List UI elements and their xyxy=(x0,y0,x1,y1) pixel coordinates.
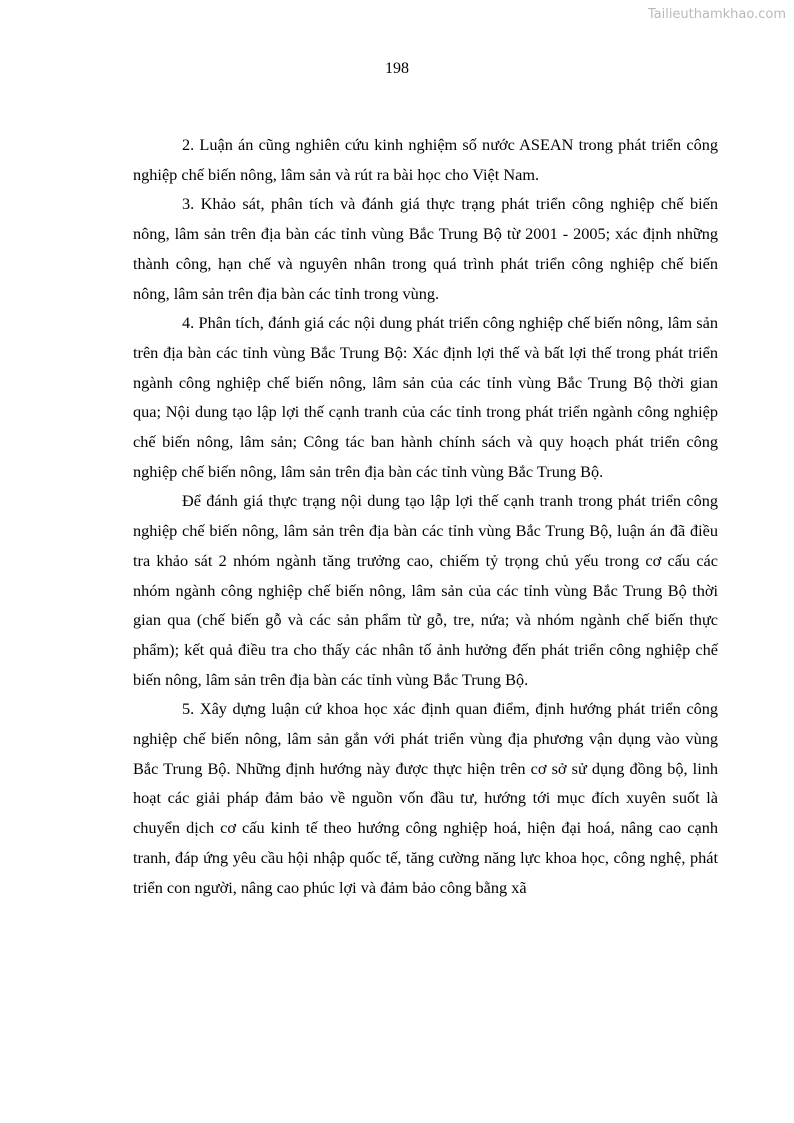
watermark: Tailieuthamkhao.com xyxy=(647,7,786,22)
paragraph-4: Để đánh giá thực trạng nội dung tạo lập lợi thế cạnh tranh trong phát triển công nghiệp chế biến nông, lâm sản trên địa bàn các tỉnh vùng Bắc Trung Bộ, luận án đã điều tra khảo sát 2 nhóm ngành tăng trưởng cao, chiếm tỷ trọng chủ yếu trong cơ cấu các nhóm ngành công nghiệp chế biến nông, lâm sản của các tỉnh vùng Bắc Trung Bộ thời gian qua (chế biến gỗ và các sản phẩm từ gỗ, tre, nứa; và nhóm ngành chế biến thực phẩm); kết quả điều tra cho thấy các nhân tố ảnh hưởng đến phát triển công nghiệp chế biến nông, lâm sản trên địa bàn các tỉnh vùng Bắc Trung Bộ. xyxy=(133,491,718,689)
paragraph-5: 5. Xây dựng luận cứ khoa học xác định quan điểm, định hướng phát triển công nghiệp chế biến nông, lâm sản gắn với phát triển vùng địa phương vận dụng vào vùng Bắc Trung Bộ. Những định hướng này được thực hiện trên cơ sở sử dụng đồng bộ, linh hoạt các giải pháp đảm bảo về nguồn vốn đầu tư, hướng tới mục đích xuyên suốt là chuyển dịch cơ cấu kinh tế theo hướng công nghiệp hoá, hiện đại hoá, nâng cao cạnh tranh, đáp ứng yêu cầu hội nhập quốc tế, tăng cường năng lực khoa học, công nghệ, phát triển con người, nâng cao phúc lợi và đảm bảo công bằng xã xyxy=(133,699,718,897)
paragraph-3: 4. Phân tích, đánh giá các nội dung phát triển công nghiệp chế biến nông, lâm sản trên địa bàn các tỉnh vùng Bắc Trung Bộ: Xác định lợi thế và bất lợi thế trong phát triển ngành công nghiệp chế biến nông, lâm sản của các tỉnh vùng Bắc Trung Bộ thời gian qua; Nội dung tạo lập lợi thế cạnh tranh của các tỉnh trong phát triển ngành công nghiệp chế biến nông, lâm sản; Công tác ban hành chính sách và quy hoạch phát triển công nghiệp chế biến nông, lâm sản trên địa bàn các tỉnh vùng Bắc Trung Bộ. xyxy=(133,313,718,481)
paragraph-2: 3. Khảo sát, phân tích và đánh giá thực trạng phát triển công nghiệp chế biến nông, lâm sản trên địa bàn các tỉnh vùng Bắc Trung Bộ từ 2001 - 2005; xác định những thành công, hạn chế và nguyên nhân trong quá trình phát triển công nghiệp chế biến nông, lâm sản trên địa bàn các tỉnh trong vùng. xyxy=(133,194,718,303)
body-text xyxy=(133,130,718,902)
page-number: 198 xyxy=(385,60,409,77)
paragraph-1: 2. Luận án cũng nghiên cứu kinh nghiệm số nước ASEAN trong phát triển công nghiệp chế biến nông, lâm sản và rút ra bài học cho Việt Nam. xyxy=(133,135,718,184)
